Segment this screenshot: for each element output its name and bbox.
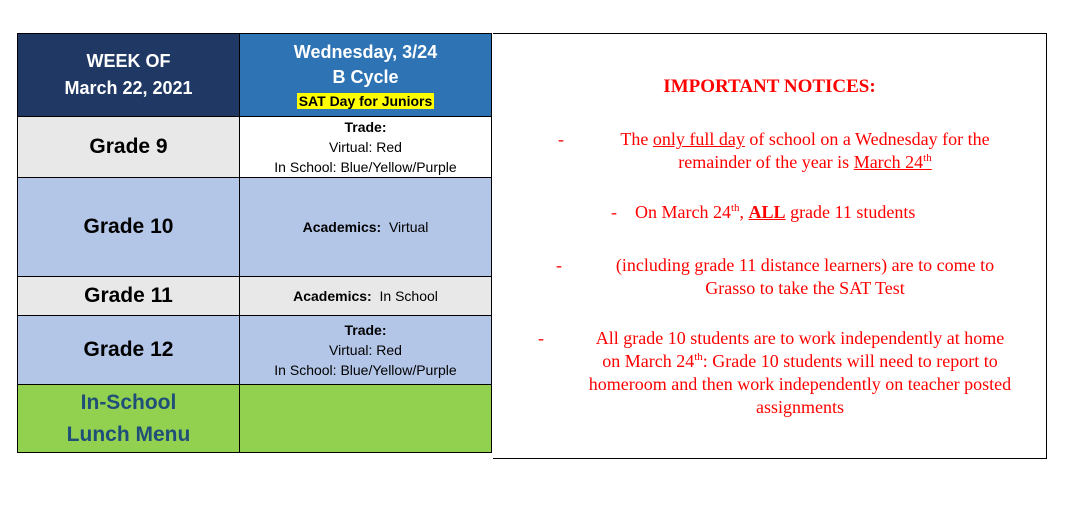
week-date: March 22, 2021 xyxy=(64,78,193,98)
academics-mode: In School xyxy=(379,288,438,304)
bullet-dash: - xyxy=(556,255,562,275)
lunch-line-2: Lunch Menu xyxy=(66,422,191,446)
sat-day-banner: SAT Day for Juniors xyxy=(298,93,433,109)
bullet-dash: - xyxy=(611,202,617,222)
in-school-group: In School: Blue/Yellow/Purple xyxy=(274,159,457,175)
grade-10-schedule xyxy=(240,178,492,277)
week-label: WEEK OF xyxy=(86,51,171,71)
cycle-label: B Cycle xyxy=(332,67,399,87)
grade-12-label: Grade 12 xyxy=(18,316,240,385)
trade-label: Trade: xyxy=(344,322,387,338)
notice-3: (including grade 11 distance learners) are to come to Grasso to take the SAT Test xyxy=(615,255,995,298)
all-emphasis: ALL xyxy=(748,202,786,222)
trade-label: Trade: xyxy=(344,119,387,135)
day-header xyxy=(240,34,492,117)
notices-panel xyxy=(493,33,1047,459)
march-24-emphasis: March 24th xyxy=(853,152,932,172)
day-title: Wednesday, 3/24 xyxy=(293,42,438,62)
grade-12-schedule xyxy=(240,316,492,385)
lunch-menu-label xyxy=(18,385,240,453)
notices-title: IMPORTANT NOTICES: xyxy=(663,76,876,97)
grade-11-schedule xyxy=(240,277,492,316)
academics-mode: Virtual xyxy=(388,219,429,235)
notice-2: On March 24th, ALL grade 11 students xyxy=(635,202,916,222)
virtual-group: Virtual: Red xyxy=(329,139,402,155)
grade-9-schedule xyxy=(240,117,492,178)
academics-label: Academics: xyxy=(302,219,382,235)
bullet-dash: - xyxy=(538,328,544,348)
lunch-menu-cell xyxy=(240,385,492,453)
schedule-table xyxy=(17,33,492,453)
grade-11-label: Grade 11 xyxy=(18,277,240,316)
week-of-header xyxy=(18,34,240,117)
bullet-dash: - xyxy=(558,129,564,149)
only-full-day-emphasis: only full day xyxy=(652,129,745,149)
grade-9-label: Grade 9 xyxy=(18,117,240,178)
lunch-line-1: In-School xyxy=(80,390,177,414)
academics-label: Academics: xyxy=(293,288,372,304)
grade-10-label: Grade 10 xyxy=(18,178,240,277)
notice-4: All grade 10 students are to work independently at home on March 24th: Grade 10 students will need to report to homeroom and then work independently on teacher posted assignments xyxy=(588,328,1012,417)
in-school-group: In School: Blue/Yellow/Purple xyxy=(274,362,457,378)
notice-1: The only full day of school on a Wednesday for the remainder of the year is March 24th xyxy=(620,129,990,172)
virtual-group: Virtual: Red xyxy=(329,342,402,358)
